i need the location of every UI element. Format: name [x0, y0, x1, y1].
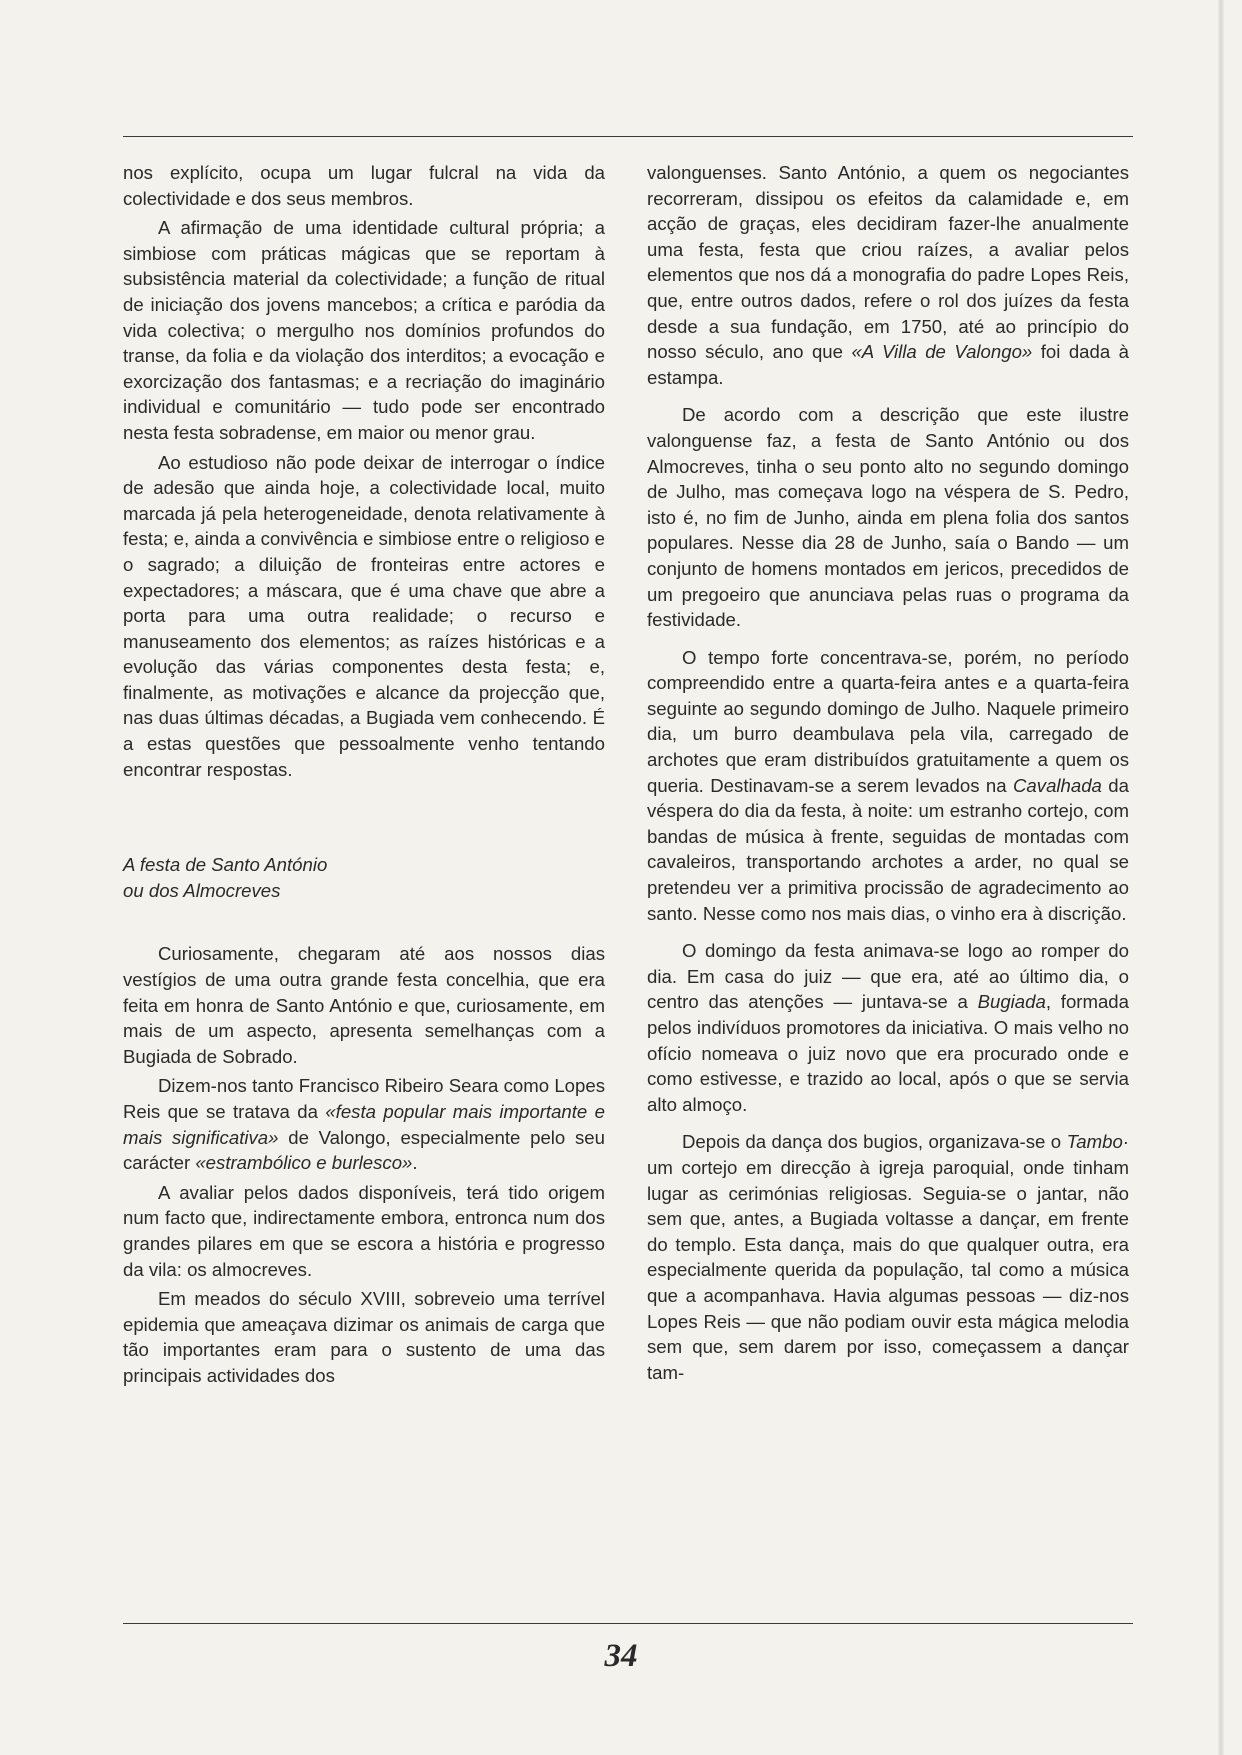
paragraph	[647, 1129, 1129, 1385]
italic-term: Bugiada	[977, 991, 1046, 1013]
text: .	[412, 1152, 418, 1174]
paragraph: A afirmação de uma identidade cultural própria; a simbiose com práticas mágicas que se reportam à subsistência material da colectividade; a função de ritual de iniciação dos jovens mancebos; a crítica e paródia da vida colectiva; o mergulho nos domínios profundos do transe, da folia e da violação dos interditos; a evocação e exorcização dos fantasmas; e a recriação do imaginário individual e comunitário — tudo pode ser encontrado nesta festa sobradense, em maior ou menor grau.	[123, 217, 605, 443]
text: Dizem-nos tanto Francisco Ribeiro Seara como Lopes Reis que se tratava da	[123, 1075, 605, 1122]
paragraph: De acordo com a descrição que este ilustre valonguense faz, a festa de Santo António ou dos Almocreves, tinha o seu ponto alto no segundo domingo de Julho, mas começava logo na véspera de S. Pedro, isto é, no fim de Junho, ainda em plena folia dos santos populares. Nesse dia 28 de Junho, saía o Bando — um conjunto de homens montados em jericos, precedidos de um pregoeiro que anunciava pelas ruas o programa da festividade.	[647, 404, 1129, 631]
scan-edge	[1218, 0, 1224, 1755]
paragraph: Ao estudioso não pode deixar de interrogar o índice de adesão que ainda hoje, a colectividade local, muito marcada já pela heterogeneidade, denota relativamente à festa; e, ainda a convivência e simbiose entre o religioso e o sagrado; a diluição de fronteiras entre actores e expectadores; a máscara, que é uma chave que abre a porta para uma outra realidade; o recurso e manuseamento dos elementos; as raízes históricas e a evolução das várias componentes desta festa; e, finalmente, as motivações e alcance da projecção que, nas duas últimas décadas, a Bugiada vem conhecendo. É a estas questões que pessoalmente venho tentando encontrar respostas.	[123, 451, 605, 780]
quote: «festa popular mais importante e mais significativa»	[123, 1101, 605, 1148]
paragraph: Curiosamente, chegaram até aos nossos dias vestígios de uma outra grande festa concelhia, que era feita em honra de Santo António e que, curiosamente, em mais de um aspecto, apresenta semelhanças com a Bugiada de Sobrado.	[123, 943, 605, 1067]
text: Depois da dança dos bugios, organizava-se o	[682, 1131, 1067, 1153]
italic-term: Cavalhada	[1013, 774, 1102, 796]
paragraph: A avaliar pelos dados disponíveis, terá tido origem num facto que, indirectamente embora, entronca num dos grandes pilares em que se escora a história e progresso da vila: os almocreves.	[123, 1181, 605, 1280]
page-number: 34	[604, 1638, 638, 1674]
text: O tempo forte concentrava-se, porém, no período compreendido entre a quarta-feira antes e a quarta-feira seguinte ao segundo domingo de Julho. Naquele primeiro dia, um burro deambulava pela vila, carregado de archotes que eram distribuídos gratuitamente a quem os queria. Destinavam-se a serem levados na	[647, 646, 1129, 796]
text: O domingo da festa animava-se logo ao romper do dia. Em casa do juiz — que era, até ao último dia, o centro das atenções — juntava-se a	[647, 940, 1129, 1013]
left-column	[123, 160, 605, 1389]
paragraph	[647, 160, 1129, 390]
text: , formada pelos indivíduos promotores da iniciativa. O mais velho no ofício nomeava o juiz novo que era procurado onde e como estivesse, e trazido ao local, após o que se servia alto almoço.	[647, 991, 1129, 1115]
text: valonguenses. Santo António, a quem os negociantes recorreram, dissipou os efeitos da calamidade e, em acção de graças, eles decidiram fazer-lhe anualmente uma festa, festa que criou raízes, a avaliar pelos elementos que nos dá a monografia do padre Lopes Reis, que, entre outros dados, refere o rol dos juízes da festa desde a sua fundação, em 1750, até ao princípio do nosso século, ano que	[647, 162, 1129, 363]
italic-term: Tambo	[1066, 1131, 1123, 1153]
book-title: «A Villa de Valongo»	[851, 341, 1033, 363]
top-rule	[123, 136, 1133, 137]
text: de Valongo, especialmente pelo seu carácter	[123, 1126, 605, 1174]
bottom-rule	[123, 1623, 1133, 1624]
text: da véspera do dia da festa, à noite: um estranho cortejo, com bandas de música à frente, seguidas de montadas com cavaleiros, transportando archotes a arder, no qual se pretendeu ver a primitiva procissão de agradecimento ao santo. Nesse como nos mais dias, o vinho era à discrição.	[647, 774, 1129, 924]
text: foi dada à estampa.	[647, 341, 1130, 388]
text: · um cortejo em direcção à igreja paroquial, onde tinham lugar as cerimónias religiosas. Seguia-se o jantar, não sem que, antes, a Bugiada voltasse a dançar, em frente do templo. Esta dança, mais do que qualquer outra, era especialmente querida da população, tal como a música que a acompanhava. Havia algumas pessoas — diz-nos Lopes Reis — que não podiam ouvir esta mágica melodia sem que, sem darem por isso, começassem a dançar tam-	[647, 1131, 1129, 1383]
paragraph	[647, 938, 1129, 1117]
section-heading-line: A festa de Santo António	[123, 854, 328, 876]
section-heading-line: ou dos Almocreves	[123, 879, 281, 901]
paragraph: nos explícito, ocupa um lugar fulcral na vida da colectividade e dos seus membros.	[123, 162, 605, 209]
right-column	[647, 160, 1129, 1385]
paragraph	[647, 645, 1129, 927]
paragraph	[123, 1073, 605, 1175]
section-heading	[123, 852, 605, 903]
paragraph: Em meados do século XVIII, sobreveio uma terrível epidemia que ameaçava dizimar os animais de carga que tão importantes eram para o sustento de uma das principais actividades dos	[123, 1288, 605, 1386]
quote: «estrambólico e burlesco»	[195, 1152, 413, 1174]
